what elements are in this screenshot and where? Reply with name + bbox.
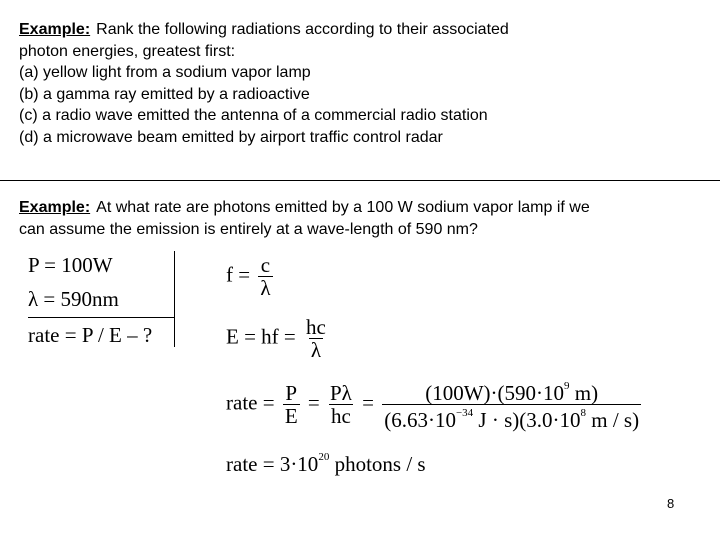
example-1-item-b: (b) a gamma ray emitted by a radioactive (19, 85, 310, 103)
given-power: P = 100W (28, 253, 113, 277)
example-2-prompt-line (19, 197, 699, 219)
given-separator (28, 317, 174, 318)
example-2-prompt-cont: can assume the emission is entirely at a wave-length of 590 nm? (19, 221, 478, 238)
example-2-prompt: At what rate are photons emitted by a 100 W sodium vapor lamp if we (96, 199, 590, 216)
energy-fraction (304, 316, 328, 361)
rate-f3-num-b: m) (569, 381, 599, 405)
rate-f3-den-b: J · s)(3.0·10 (473, 408, 581, 432)
given-unknown: rate = P / E – ? (28, 323, 153, 347)
result-equation (226, 452, 426, 477)
rate-equals-2: = (362, 390, 374, 415)
result-b: photons / s (329, 452, 426, 476)
energy-equation (226, 316, 331, 361)
result-a: rate = 3·10 (226, 452, 319, 476)
example-1-prompt-cont: photon energies, greatest first: (19, 42, 236, 60)
example-1-prompt-line (19, 19, 699, 41)
rate-fraction-3 (382, 378, 641, 431)
rate-fraction-2 (328, 382, 354, 427)
page-number: 8 (667, 496, 675, 511)
given-wavelength: λ = 590nm (28, 287, 119, 311)
rate-fraction-1 (283, 382, 300, 427)
example-1-prompt: Rank the following radiations according to their associated (96, 21, 509, 38)
example-1 (19, 19, 699, 149)
frequency-lhs: f = (226, 262, 251, 287)
frequency-equation (226, 254, 276, 299)
example-1-item-d: (d) a microwave beam emitted by airport traffic control radar (19, 128, 443, 146)
rate-fraction-3-denominator (382, 404, 641, 431)
frequency-numerator: c (260, 253, 271, 277)
energy-lhs: E = hf = (226, 324, 296, 349)
example-1-item-a: (a) yellow light from a sodium vapor lamp (19, 64, 311, 82)
frequency-denominator: λ (260, 276, 271, 300)
rate-f3-den-c: m / s) (586, 408, 640, 432)
rate-lhs: rate = (226, 390, 275, 415)
given-values-box (24, 251, 175, 347)
energy-numerator: hc (306, 315, 326, 339)
rate-f3-den-exp2: 8 (580, 407, 586, 419)
energy-denominator: λ (310, 338, 322, 362)
rate-fraction-1-numerator: P (285, 381, 298, 405)
result-exponent: 20 (318, 451, 330, 463)
rate-f3-den-a: (6.63·10 (384, 408, 456, 432)
example-2 (19, 197, 699, 241)
rate-equals: = (307, 390, 320, 415)
example-2-label: Example: (19, 199, 91, 216)
rate-fraction-3-numerator (423, 378, 600, 404)
given-vertical-rule (174, 251, 175, 347)
rate-equation (226, 378, 644, 431)
section-divider (0, 180, 720, 181)
rate-fraction-1-denominator: E (284, 404, 298, 428)
example-1-label: Example: (19, 21, 91, 38)
example-1-item-c: (c) a radio wave emitted the antenna of a commercial radio station (19, 107, 488, 125)
rate-f3-num-exp: 9 (564, 380, 570, 392)
rate-f3-num-a: (100W)·(590·10 (425, 381, 564, 405)
rate-fraction-2-denominator: hc (331, 404, 351, 428)
rate-f3-den-exp1: −34 (455, 407, 474, 419)
rate-fraction-2-numerator: Pλ (329, 381, 352, 405)
frequency-fraction (258, 254, 272, 299)
